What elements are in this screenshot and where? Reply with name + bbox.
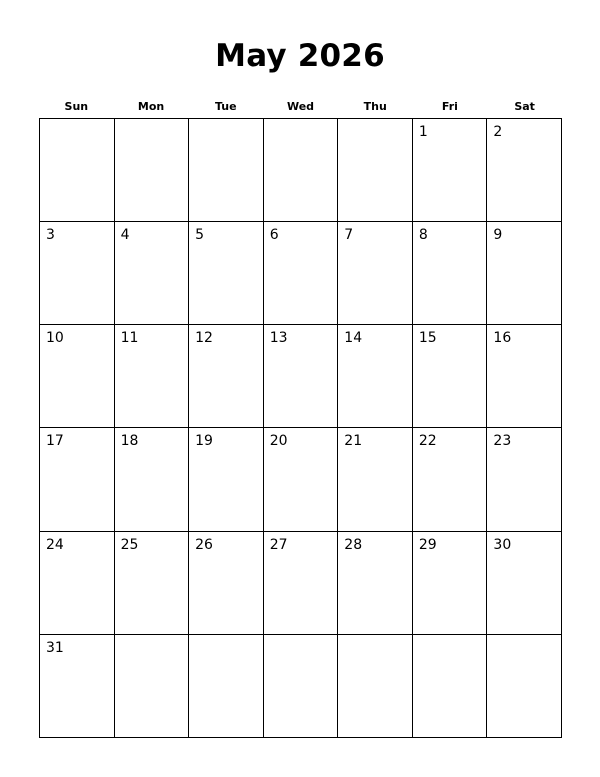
weekday-label-wed: Wed [286,100,315,113]
day-cell [189,635,264,738]
day-cell [487,532,562,635]
day-number: 10 [46,330,64,347]
day-number: 26 [195,536,213,553]
day-number: 23 [493,433,512,450]
day-number: 6 [269,227,279,244]
day-cell [264,325,339,428]
day-cell [189,428,264,531]
day-number: 30 [493,536,512,553]
day-cell [338,428,413,531]
day-cell [264,222,339,325]
day-number: 4 [120,227,130,244]
day-number: 20 [269,433,288,450]
day-cell [189,325,264,428]
day-number: 28 [344,536,363,553]
day-cell [40,635,115,738]
day-cell [115,532,190,635]
day-number: 31 [46,639,64,656]
day-cell [189,222,264,325]
weekday-label-mon: Mon [137,100,165,113]
day-number: 3 [46,227,55,244]
day-cell [115,428,190,531]
weekday-label-sat: Sat [514,100,535,113]
day-number: 14 [344,330,363,347]
day-cell [40,325,115,428]
day-cell [115,222,190,325]
day-number: 8 [418,227,428,244]
day-cell [115,325,190,428]
calendar-title: May 2026 [215,38,385,74]
day-cell [413,428,488,531]
day-number: 11 [120,330,139,347]
day-number: 17 [46,433,64,450]
day-number: 19 [195,433,213,450]
day-cell [40,428,115,531]
day-cell [264,119,339,222]
day-number: 7 [344,227,354,244]
day-number: 18 [120,433,139,450]
day-cell [413,532,488,635]
weekday-label-fri: Fri [441,100,458,113]
day-cell [487,119,562,222]
day-number: 21 [344,433,363,450]
day-cell [115,635,190,738]
day-number: 15 [418,330,437,347]
day-cell [264,532,339,635]
day-cell [487,222,562,325]
day-cell [115,119,190,222]
day-cell [413,325,488,428]
day-cell [189,532,264,635]
day-cell [487,428,562,531]
day-cell [264,635,339,738]
day-number: 16 [493,330,512,347]
day-cell [40,532,115,635]
weekday-label-tue: Tue [214,100,237,113]
day-cell [338,635,413,738]
day-cell [413,222,488,325]
day-cell [413,119,488,222]
day-number: 5 [195,227,205,244]
day-cell [40,222,115,325]
day-number: 24 [46,536,64,553]
day-cell [338,222,413,325]
day-number: 22 [418,433,437,450]
weekday-label-sun: Sun [64,100,89,113]
day-cell [338,119,413,222]
day-number: 25 [120,536,139,553]
calendar-grid [39,118,562,738]
day-cell [487,635,562,738]
weekday-header-row [39,98,562,116]
day-number: 27 [269,536,288,553]
day-number: 2 [493,124,503,140]
day-number: 13 [269,330,288,347]
day-number: 1 [418,124,428,140]
weekday-label-thu: Thu [363,100,387,113]
day-cell [189,119,264,222]
day-cell [338,532,413,635]
day-number: 12 [195,330,213,347]
day-cell [413,635,488,738]
day-cell [338,325,413,428]
day-cell [264,428,339,531]
day-number: 29 [418,536,437,553]
day-cell [40,119,115,222]
day-number: 9 [493,227,503,244]
day-cell [487,325,562,428]
